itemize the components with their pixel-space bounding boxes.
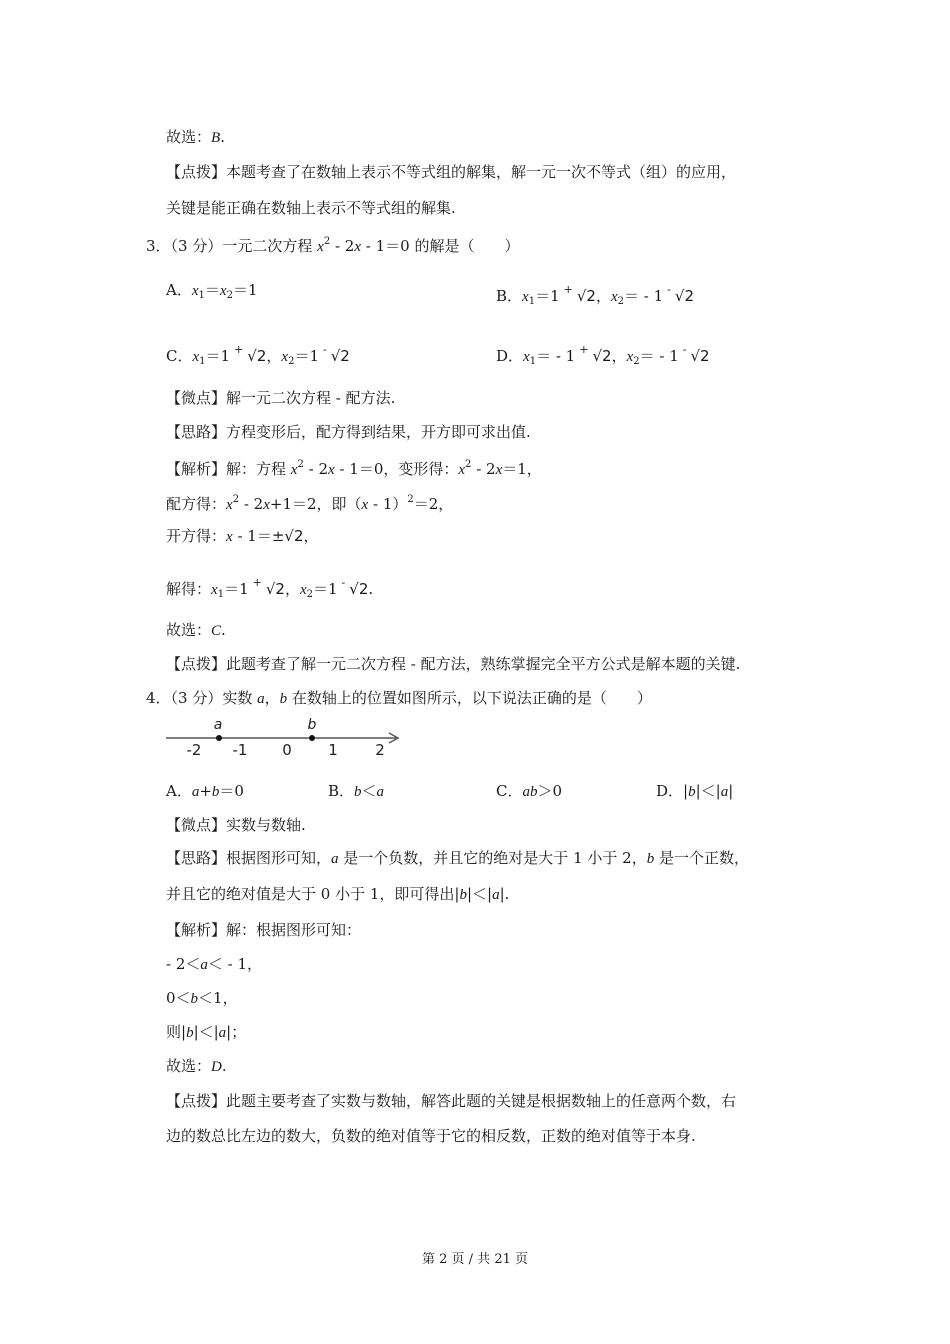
q3-jiede: 解得：$x_1=1$ + √2，$x_2=1$ - √2.: [166, 576, 374, 600]
q3-stem: 3．（3 分）一元二次方程 $x^2 - 2x - 1=0$ 的解是（ ）: [146, 236, 520, 255]
q4-dianbo-line2: 边的数总比左边的数大，负数的绝对值等于它的相反数，正数的绝对值等于本身.: [166, 1127, 696, 1145]
q3-weidian: 【微点】解一元二次方程 - 配方法.: [166, 389, 396, 407]
tick-label: 2: [375, 741, 385, 759]
prev-note-line2: 关键是能正确在数轴上表示不等式组的解集.: [166, 199, 456, 217]
q3-option-a: A．$x_1=x_2=1$: [166, 281, 258, 301]
q3-peifang: 配方得：$x^2 - 2x+1=2$，即（x - 1）$^2$＝2，: [166, 494, 454, 513]
q3-silu: 【思路】方程变形后，配方得到结果，开方即可求出值.: [166, 423, 531, 441]
number-line-figure: [164, 714, 404, 762]
q4-then: 则|b|＜|a|；: [166, 1023, 247, 1041]
q4-stem: 4．（3 分）实数 a，b 在数轴上的位置如图所示，以下说法正确的是（ ）: [146, 689, 652, 707]
tick-label: -1: [232, 741, 248, 759]
q3-answer: 故选：C.: [166, 621, 226, 639]
q4-answer: 故选：D.: [166, 1057, 227, 1075]
q3-dianbo: 【点拨】此题考查了解一元二次方程 - 配方法，熟练掌握完全平方公式是解本题的关键.: [166, 655, 741, 673]
q4-weidian: 【微点】实数与数轴.: [166, 816, 306, 834]
q4-dianbo-line1: 【点拨】此题主要考查了实数与数轴，解答此题的关键是根据数轴上的任意两个数，右: [166, 1092, 737, 1110]
q3-option-b: B．$x_1=1$ + √2，$x_2= - 1$ - √2: [496, 283, 694, 307]
q4-silu-line2: 并且它的绝对值是大于 0 小于 1，即可得出|b|＜|a|.: [166, 885, 510, 903]
tick-label: 1: [328, 741, 338, 759]
q3-option-d: D．$x_1= - 1$ + √2，$x_2= - 1$ - √2: [496, 343, 710, 367]
prev-answer: 故选：B.: [166, 128, 225, 146]
q4-jiexi: 【解析】解：根据图形可知：: [166, 921, 362, 939]
point-b: [309, 735, 315, 741]
q4-option-d: D．|b|＜|a|: [656, 782, 734, 800]
page-footer: 第 2 页 / 共 21 页: [422, 1252, 528, 1267]
tick-label: -2: [186, 741, 202, 759]
point-a-label: a: [213, 717, 223, 733]
q4-option-c: C．ab＞0: [496, 782, 563, 800]
q4-option-a: A．a+b＝0: [166, 782, 244, 800]
q4-ineq1: - 2＜a＜ - 1，: [166, 955, 263, 973]
q4-ineq2: 0＜b＜1，: [166, 989, 238, 1007]
q3-kaifang: 开方得：x - 1＝±√2，: [166, 527, 319, 545]
q3-jiexi: 【解析】解：方程 $x^2 - 2x - 1=0$，变形得：$x^2 - 2x=1$，: [166, 459, 542, 478]
point-a: [216, 735, 222, 741]
q4-silu-line1: 【思路】根据图形可知，a 是一个负数，并且它的绝对是大于 1 小于 2，b 是一个正数，: [166, 849, 749, 867]
q4-option-b: B．b＜a: [328, 782, 385, 800]
point-b-label: b: [307, 717, 317, 733]
q3-option-c: C．$x_1=1$ + √2，$x_2=1$ - √2: [166, 343, 350, 367]
tick-label: 0: [282, 741, 292, 759]
prev-note-line1: 【点拨】本题考查了在数轴上表示不等式组的解集，解一元一次不等式（组）的应用，: [166, 163, 737, 181]
